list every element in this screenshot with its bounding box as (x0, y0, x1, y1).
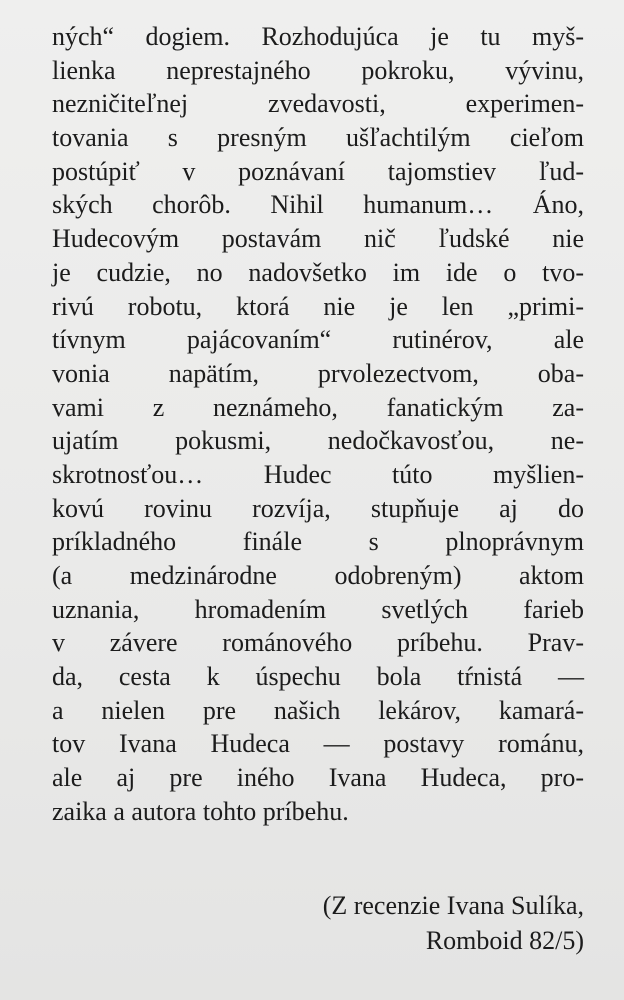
text-line: je cudzie, no nadovšetko im ide o tvo- (52, 257, 584, 287)
text-line: postúpiť v poznávaní tajomstiev ľud- (52, 156, 584, 186)
text-line: tívnym pajácovaním“ rutinérov, ale (52, 325, 584, 355)
text-line: a nielen pre našich lekárov, kamará- (52, 695, 584, 725)
text-line-last: zaika a autora tohto príbehu. (52, 796, 349, 826)
text-line: lienka neprestajného pokroku, vývinu, (52, 55, 584, 85)
text-line: uznania, hromadením svetlých farieb (52, 594, 584, 624)
text-line: kovú rovinu rozvíja, stupňuje aj do (52, 493, 584, 523)
citation-line-2: Romboid 82/5) (425, 926, 584, 955)
text-line: ských chorôb. Nihil humanum… Áno, (52, 190, 584, 220)
source-citation (164, 888, 584, 958)
text-line: da, cesta k úspechu bola tŕnistá — (52, 662, 584, 692)
text-line: tov Ivana Hudeca — postavy románu, (52, 729, 584, 759)
text-line: ujatím pokusmi, nedočkavosťou, ne- (52, 426, 584, 456)
text-line: vonia napätím, prvolezectvom, oba- (52, 358, 584, 388)
text-line: príkladného finále s plnoprávnym (52, 527, 584, 557)
text-line: v závere románového príbehu. Prav- (52, 628, 584, 658)
text-line: ných“ dogiem. Rozhodujúca je tu myš- (52, 22, 584, 51)
text-line: tovania s presným ušľachtilým cieľom (52, 123, 584, 153)
text-line: skrotnosťou… Hudec túto myšlien- (52, 459, 584, 489)
citation-line-1: (Z recenzie Ivana Sulíka, (322, 891, 584, 920)
text-line: Hudecovým postavám nič ľudské nie (52, 224, 584, 254)
text-line: nezničiteľnej zvedavosti, experimen- (52, 89, 584, 119)
text-line: rivú robotu, ktorá nie je len „primi- (52, 291, 584, 321)
text-line: (a medzinárodne odobreným) aktom (52, 561, 584, 590)
body-text (52, 20, 584, 829)
text-line: ale aj pre iného Ivana Hudeca, pro- (52, 763, 584, 793)
text-line: vami z neznámeho, fanatickým za- (52, 392, 584, 422)
